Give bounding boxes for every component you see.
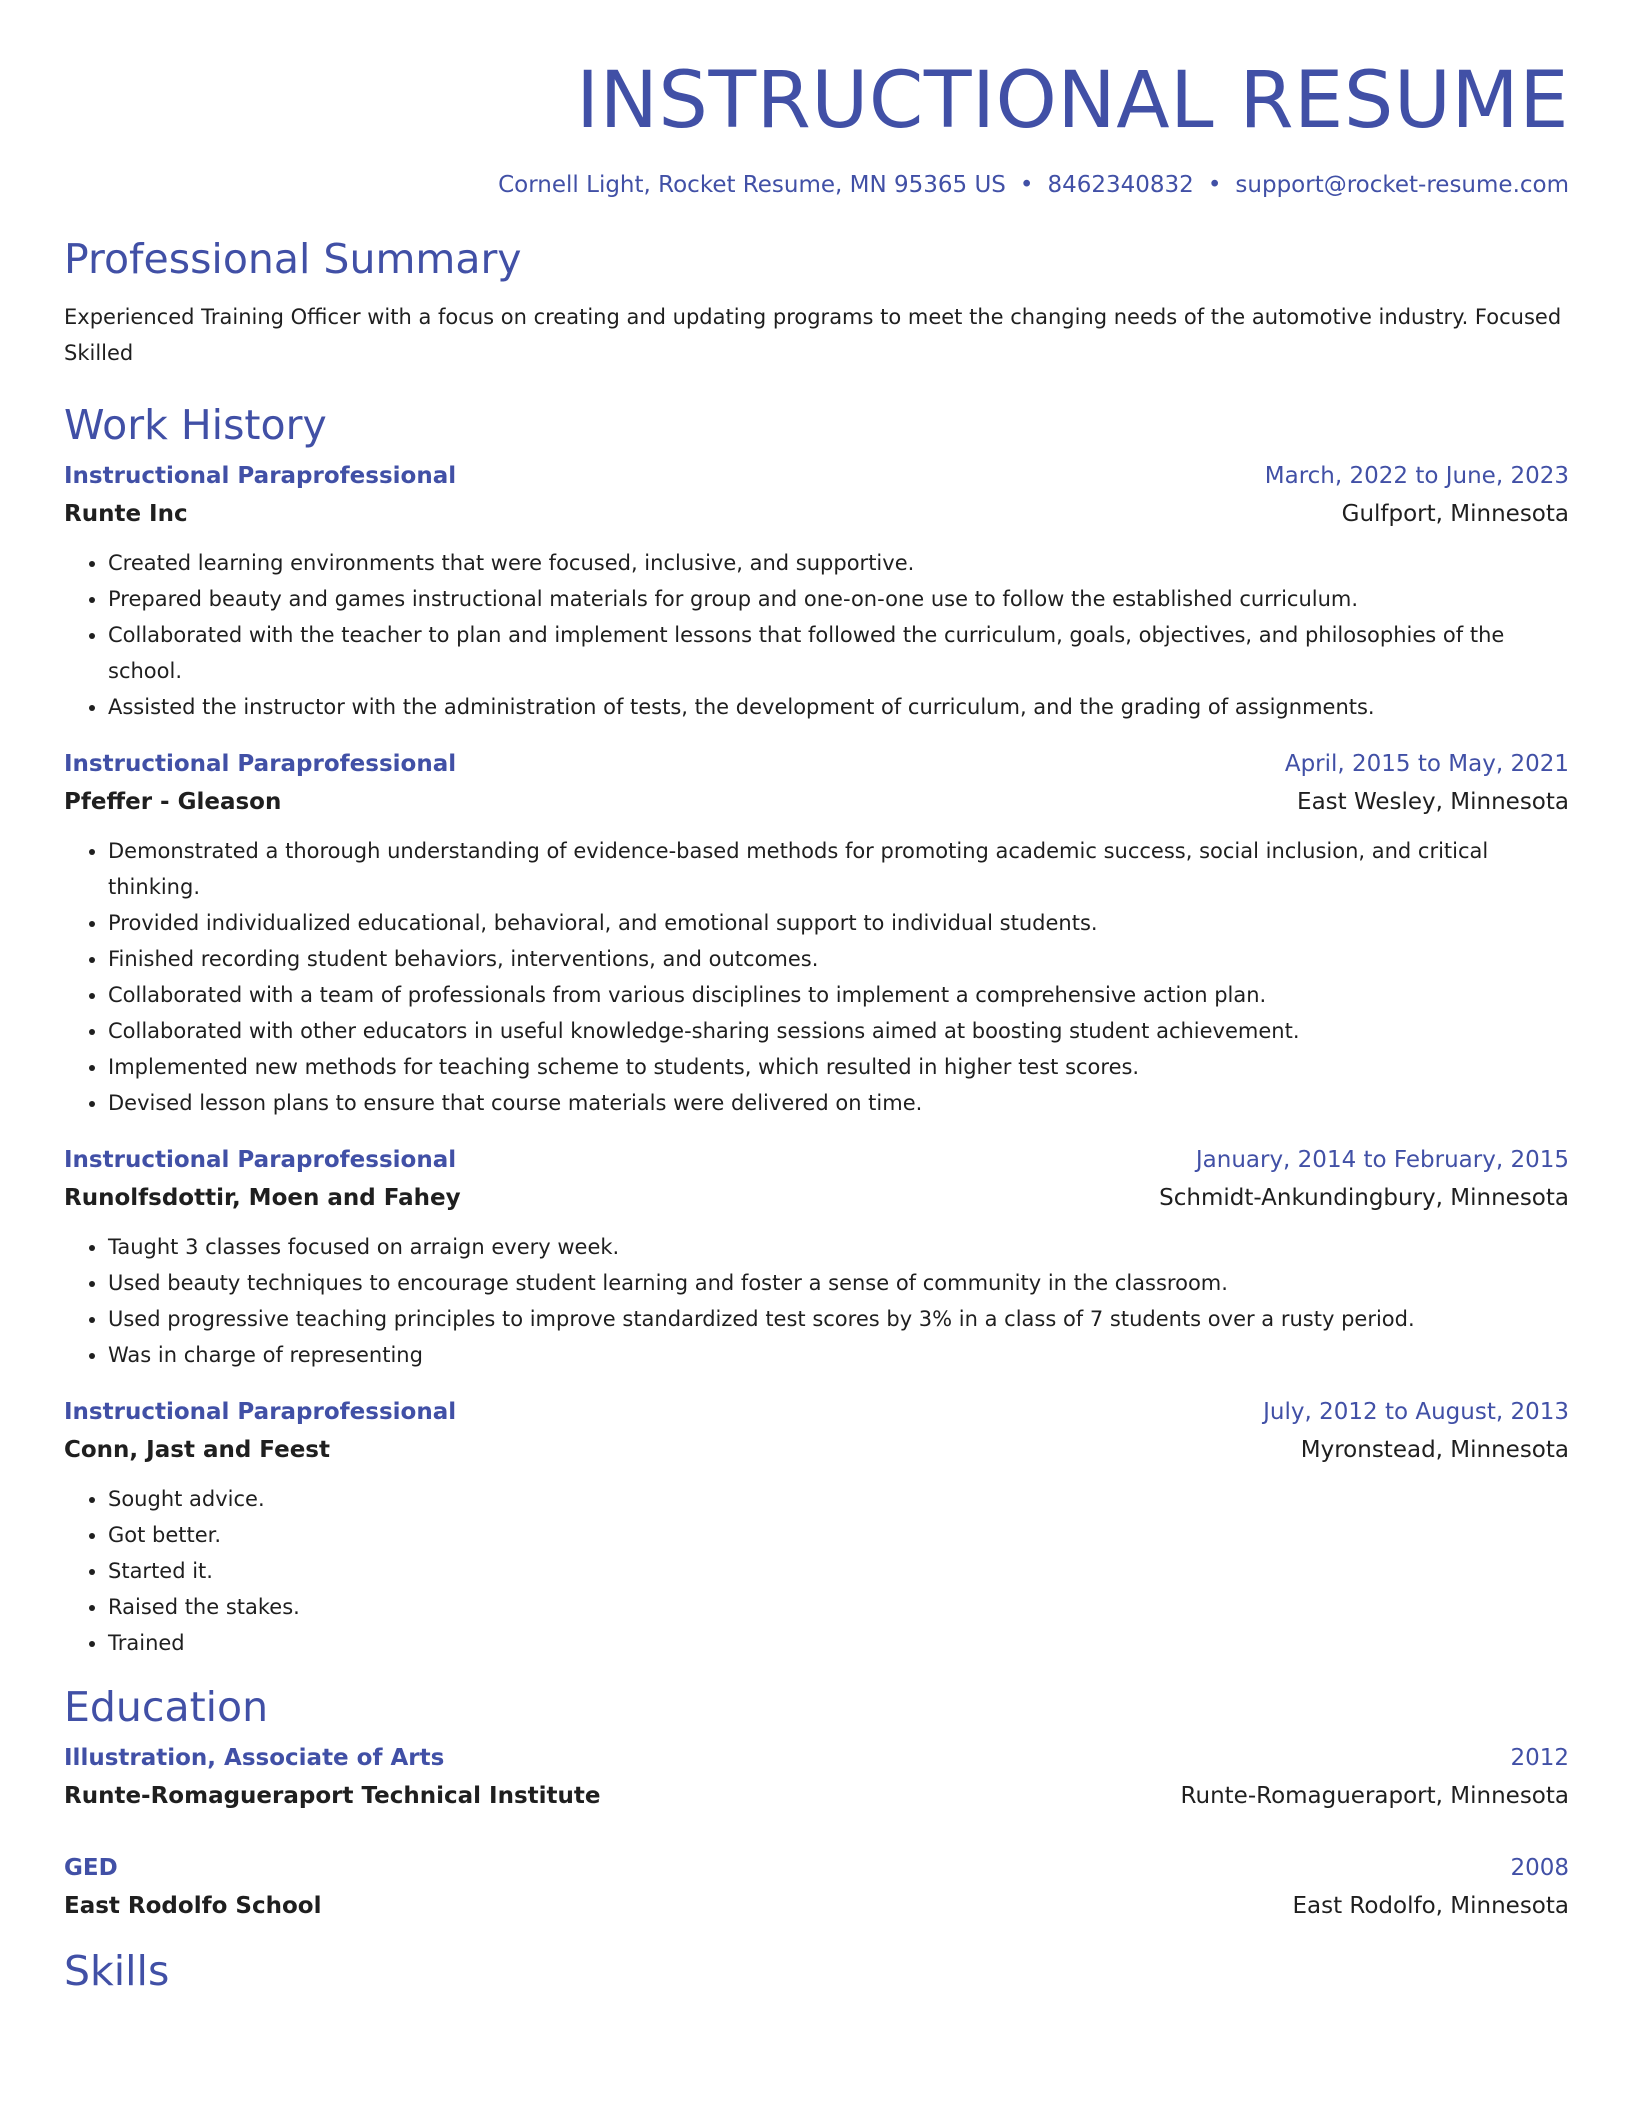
job-bullet: • Collaborated with a team of professionals from various disciplines to implement a comprehensive action plan. xyxy=(108,977,1569,1013)
job-bullet: • Demonstrated a thorough understanding of evidence-based methods for promoting academic success, social inclusion, and critical thinking. xyxy=(108,833,1569,905)
resume-header xyxy=(64,58,1569,200)
job-bullet: • Provided individualized educational, behavioral, and emotional support to individual students. xyxy=(108,905,1569,941)
education-entry xyxy=(64,1849,1569,1925)
job-company-row xyxy=(64,1179,1569,1217)
job-entry xyxy=(64,1141,1569,1373)
job-bullets xyxy=(64,545,1569,725)
job-bullet: • Raised the stakes. xyxy=(108,1589,1569,1625)
job-entry xyxy=(64,1393,1569,1661)
job-location: Gulfport, Minnesota xyxy=(1341,501,1569,527)
job-location: East Wesley, Minnesota xyxy=(1297,789,1569,815)
job-bullet: • Assisted the instructor with the administration of tests, the development of curriculum, and the grading of assignments. xyxy=(108,689,1569,725)
job-company-row xyxy=(64,1431,1569,1469)
job-bullet: • Used progressive teaching principles to improve standardized test scores by 3% in a class of 7 students over a rusty period. xyxy=(108,1301,1569,1337)
job-location: Myronstead, Minnesota xyxy=(1300,1437,1569,1463)
education-school-row xyxy=(64,1777,1569,1815)
job-bullet: • Got better. xyxy=(108,1517,1569,1553)
job-bullet: • Taught 3 classes focused on arraign every week. xyxy=(108,1229,1569,1265)
job-bullet: • Collaborated with other educators in useful knowledge-sharing sessions aimed at boosting student achievement. xyxy=(108,1013,1569,1049)
job-title: Instructional Paraprofessional xyxy=(64,463,457,489)
education-school: East Rodolfo School xyxy=(64,1893,322,1919)
job-bullet: • Prepared beauty and games instructional materials for group and one-on-one use to follow the established curriculum. xyxy=(108,581,1569,617)
education-degree-row xyxy=(64,1739,1569,1777)
job-company-row xyxy=(64,495,1569,533)
education-heading: Education xyxy=(64,1683,269,1731)
job-bullet: • Sought advice. xyxy=(108,1481,1569,1517)
job-title-row xyxy=(64,745,1569,783)
job-bullet: • Used beauty techniques to encourage student learning and foster a sense of community in the classroom. xyxy=(108,1265,1569,1301)
education-entry xyxy=(64,1739,1569,1815)
education-degree-row xyxy=(64,1849,1569,1887)
job-company: Runolfsdottir, Moen and Fahey xyxy=(64,1185,461,1211)
job-title-row xyxy=(64,1141,1569,1179)
contact-phone: 8462340832 xyxy=(1047,172,1194,198)
job-title: Instructional Paraprofessional xyxy=(64,751,457,777)
job-dates: April, 2015 to May, 2021 xyxy=(1284,751,1569,777)
job-dates: March, 2022 to June, 2023 xyxy=(1264,463,1569,489)
job-company: Runte Inc xyxy=(64,501,188,527)
education-school: Runte-Romagueraport Technical Institute xyxy=(64,1783,601,1809)
contact-email[interactable]: support@rocket-resume.com xyxy=(1235,172,1569,198)
summary-text: Experienced Training Officer with a focus on creating and updating programs to meet the changing needs of the automotive industry. Focused Skilled xyxy=(64,305,1562,365)
job-bullets xyxy=(64,833,1569,1121)
job-dates: January, 2014 to February, 2015 xyxy=(1195,1147,1569,1173)
job-dates: July, 2012 to August, 2013 xyxy=(1263,1399,1569,1425)
resume-name: INSTRUCTIONAL RESUME xyxy=(576,56,1569,146)
job-bullet: • Finished recording student behaviors, interventions, and outcomes. xyxy=(108,941,1569,977)
summary-heading: Professional Summary xyxy=(64,235,522,283)
job-bullet: • Trained xyxy=(108,1625,1569,1661)
work-history-heading: Work History xyxy=(64,401,327,449)
job-bullet: • Was in charge of representing xyxy=(108,1337,1569,1373)
job-title-row xyxy=(64,1393,1569,1431)
job-bullets xyxy=(64,1481,1569,1661)
job-company: Pfeffer - Gleason xyxy=(64,789,282,815)
skills-heading: Skills xyxy=(64,1947,170,1995)
job-title-row xyxy=(64,457,1569,495)
education-year: 2012 xyxy=(1510,1745,1569,1771)
job-company: Conn, Jast and Feest xyxy=(64,1437,330,1463)
job-title: Instructional Paraprofessional xyxy=(64,1399,457,1425)
education-location: Runte-Romagueraport, Minnesota xyxy=(1180,1783,1569,1809)
job-entry xyxy=(64,745,1569,1121)
education-location: East Rodolfo, Minnesota xyxy=(1292,1893,1569,1919)
contact-line xyxy=(64,170,1569,200)
contact-separator: • xyxy=(1019,172,1034,198)
education-year: 2008 xyxy=(1510,1855,1569,1881)
contact-separator: • xyxy=(1207,172,1222,198)
education-degree: GED xyxy=(64,1855,118,1881)
job-entry xyxy=(64,457,1569,725)
job-bullets xyxy=(64,1229,1569,1373)
job-bullet: • Devised lesson plans to ensure that course materials were delivered on time. xyxy=(108,1085,1569,1121)
education-school-row xyxy=(64,1887,1569,1925)
job-location: Schmidt-Ankundingbury, Minnesota xyxy=(1159,1185,1569,1211)
contact-address: Cornell Light, Rocket Resume, MN 95365 US xyxy=(498,172,1006,198)
job-bullet: • Implemented new methods for teaching scheme to students, which resulted in higher test scores. xyxy=(108,1049,1569,1085)
job-bullet: • Collaborated with the teacher to plan and implement lessons that followed the curriculum, goals, objectives, and philosophies of the school. xyxy=(108,617,1569,689)
education-degree: Illustration, Associate of Arts xyxy=(64,1745,445,1771)
job-company-row xyxy=(64,783,1569,821)
job-title: Instructional Paraprofessional xyxy=(64,1147,457,1173)
job-bullet: • Started it. xyxy=(108,1553,1569,1589)
job-bullet: • Created learning environments that were focused, inclusive, and supportive. xyxy=(108,545,1569,581)
